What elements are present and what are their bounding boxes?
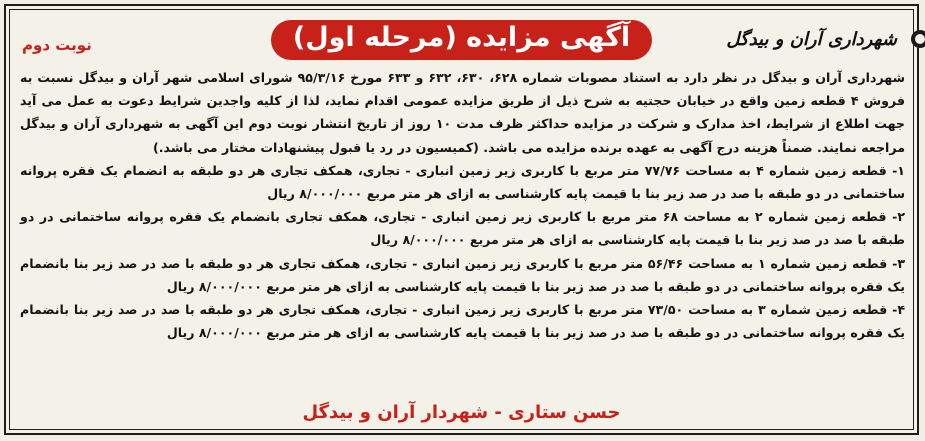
- intro-paragraph: شهرداری آران و بیدگل در نظر دارد به استناد مصوبات شماره ۶۲۸، ۶۳۰، ۶۳۲ و ۶۳۳ مورخ ۹۵/۳/۱۶ شورای اسلامی شهر آران و بیدگل نسبت به فروش ۴ قطعه زمین واقع در خیابان حجتیه به شرح ذیل از طریق مزایده عمومی اقدام نماید، لذا از کلیه واجدین شرایط دعوت به عمل می آید جهت اطلاع از شرایط، اخذ مدارک و شرکت در مزایده حداکثر ظرف مدت ۱۰ روز از تاریخ انتشار نوبت دوم این آگهی به شهرداری آران و بیدگل مراجعه نمایند. ضمناً هزینه درج آگهی به عهده برنده مزایده می باشد. (کمیسیون در رد یا قبول پیشنهادات مختار می باشد.): [20, 70, 905, 155]
- lot-item-2: ۲- قطعه زمین شماره ۲ به مساحت ۶۸ متر مربع با کاربری زیر زمین انباری - تجاری، همکف تجاری بانضمام یک فقره پروانه ساختمانی در دو طبقه با صد در صد زیر بنا با قیمت پایه کارشناسی به ازای هر متر مربع ۸/۰۰۰/۰۰۰ ریال: [20, 209, 905, 248]
- notice-frame: [4, 4, 919, 435]
- lot-item-4: ۴- قطعه زمین شماره ۳ به مساحت ۷۳/۵۰ متر مربع با کاربری زیر زمین انباری - تجاری، همکف تجاری هر دو طبقه با صد در صد زیر بنا بانضمام یک فقره پروانه ساختمانی در دو طبقه با صد در صد زیر بنا با قیمت پایه کارشناسی به ازای هر متر مربع ۸/۰۰۰/۰۰۰ ریال: [20, 302, 905, 341]
- notice-body: [20, 66, 905, 344]
- signature: حسن ستاری - شهردار آران و بیدگل: [302, 402, 621, 423]
- publication-turn: نوبت دوم: [22, 36, 92, 54]
- notice-title-wrap: [6, 20, 917, 60]
- logo-text: شهرداری آران و بیدگل: [726, 28, 897, 50]
- lot-item-1: ۱- قطعه زمین شماره ۴ به مساحت ۷۷/۷۶ متر مربع با کاربری زیر زمین انباری - تجاری، همکف تجاری هر دو طبقه به انضمام یک فقره پروانه ساختمانی در دو طبقه با صد در صد زیر بنا با قیمت پایه کارشناسی به ازای هر متر مربع ۸/۰۰۰/۰۰۰ ریال: [20, 162, 905, 202]
- lot-item-3: ۳- قطعه زمین شماره ۱ به مساحت ۵۶/۴۶ متر مربع با کاربری زیر زمین انباری - تجاری، همکف تجاری هر دو طبقه با صد در صد زیر بنا بانضمام یک فقره پروانه ساختمانی در دو طبقه با صد در صد زیر بنا با قیمت پایه کارشناسی به ازای هر متر مربع ۸/۰۰۰/۰۰۰ ریال: [20, 255, 905, 294]
- notice-title: آگهی مزایده (مرحله اول): [271, 20, 652, 60]
